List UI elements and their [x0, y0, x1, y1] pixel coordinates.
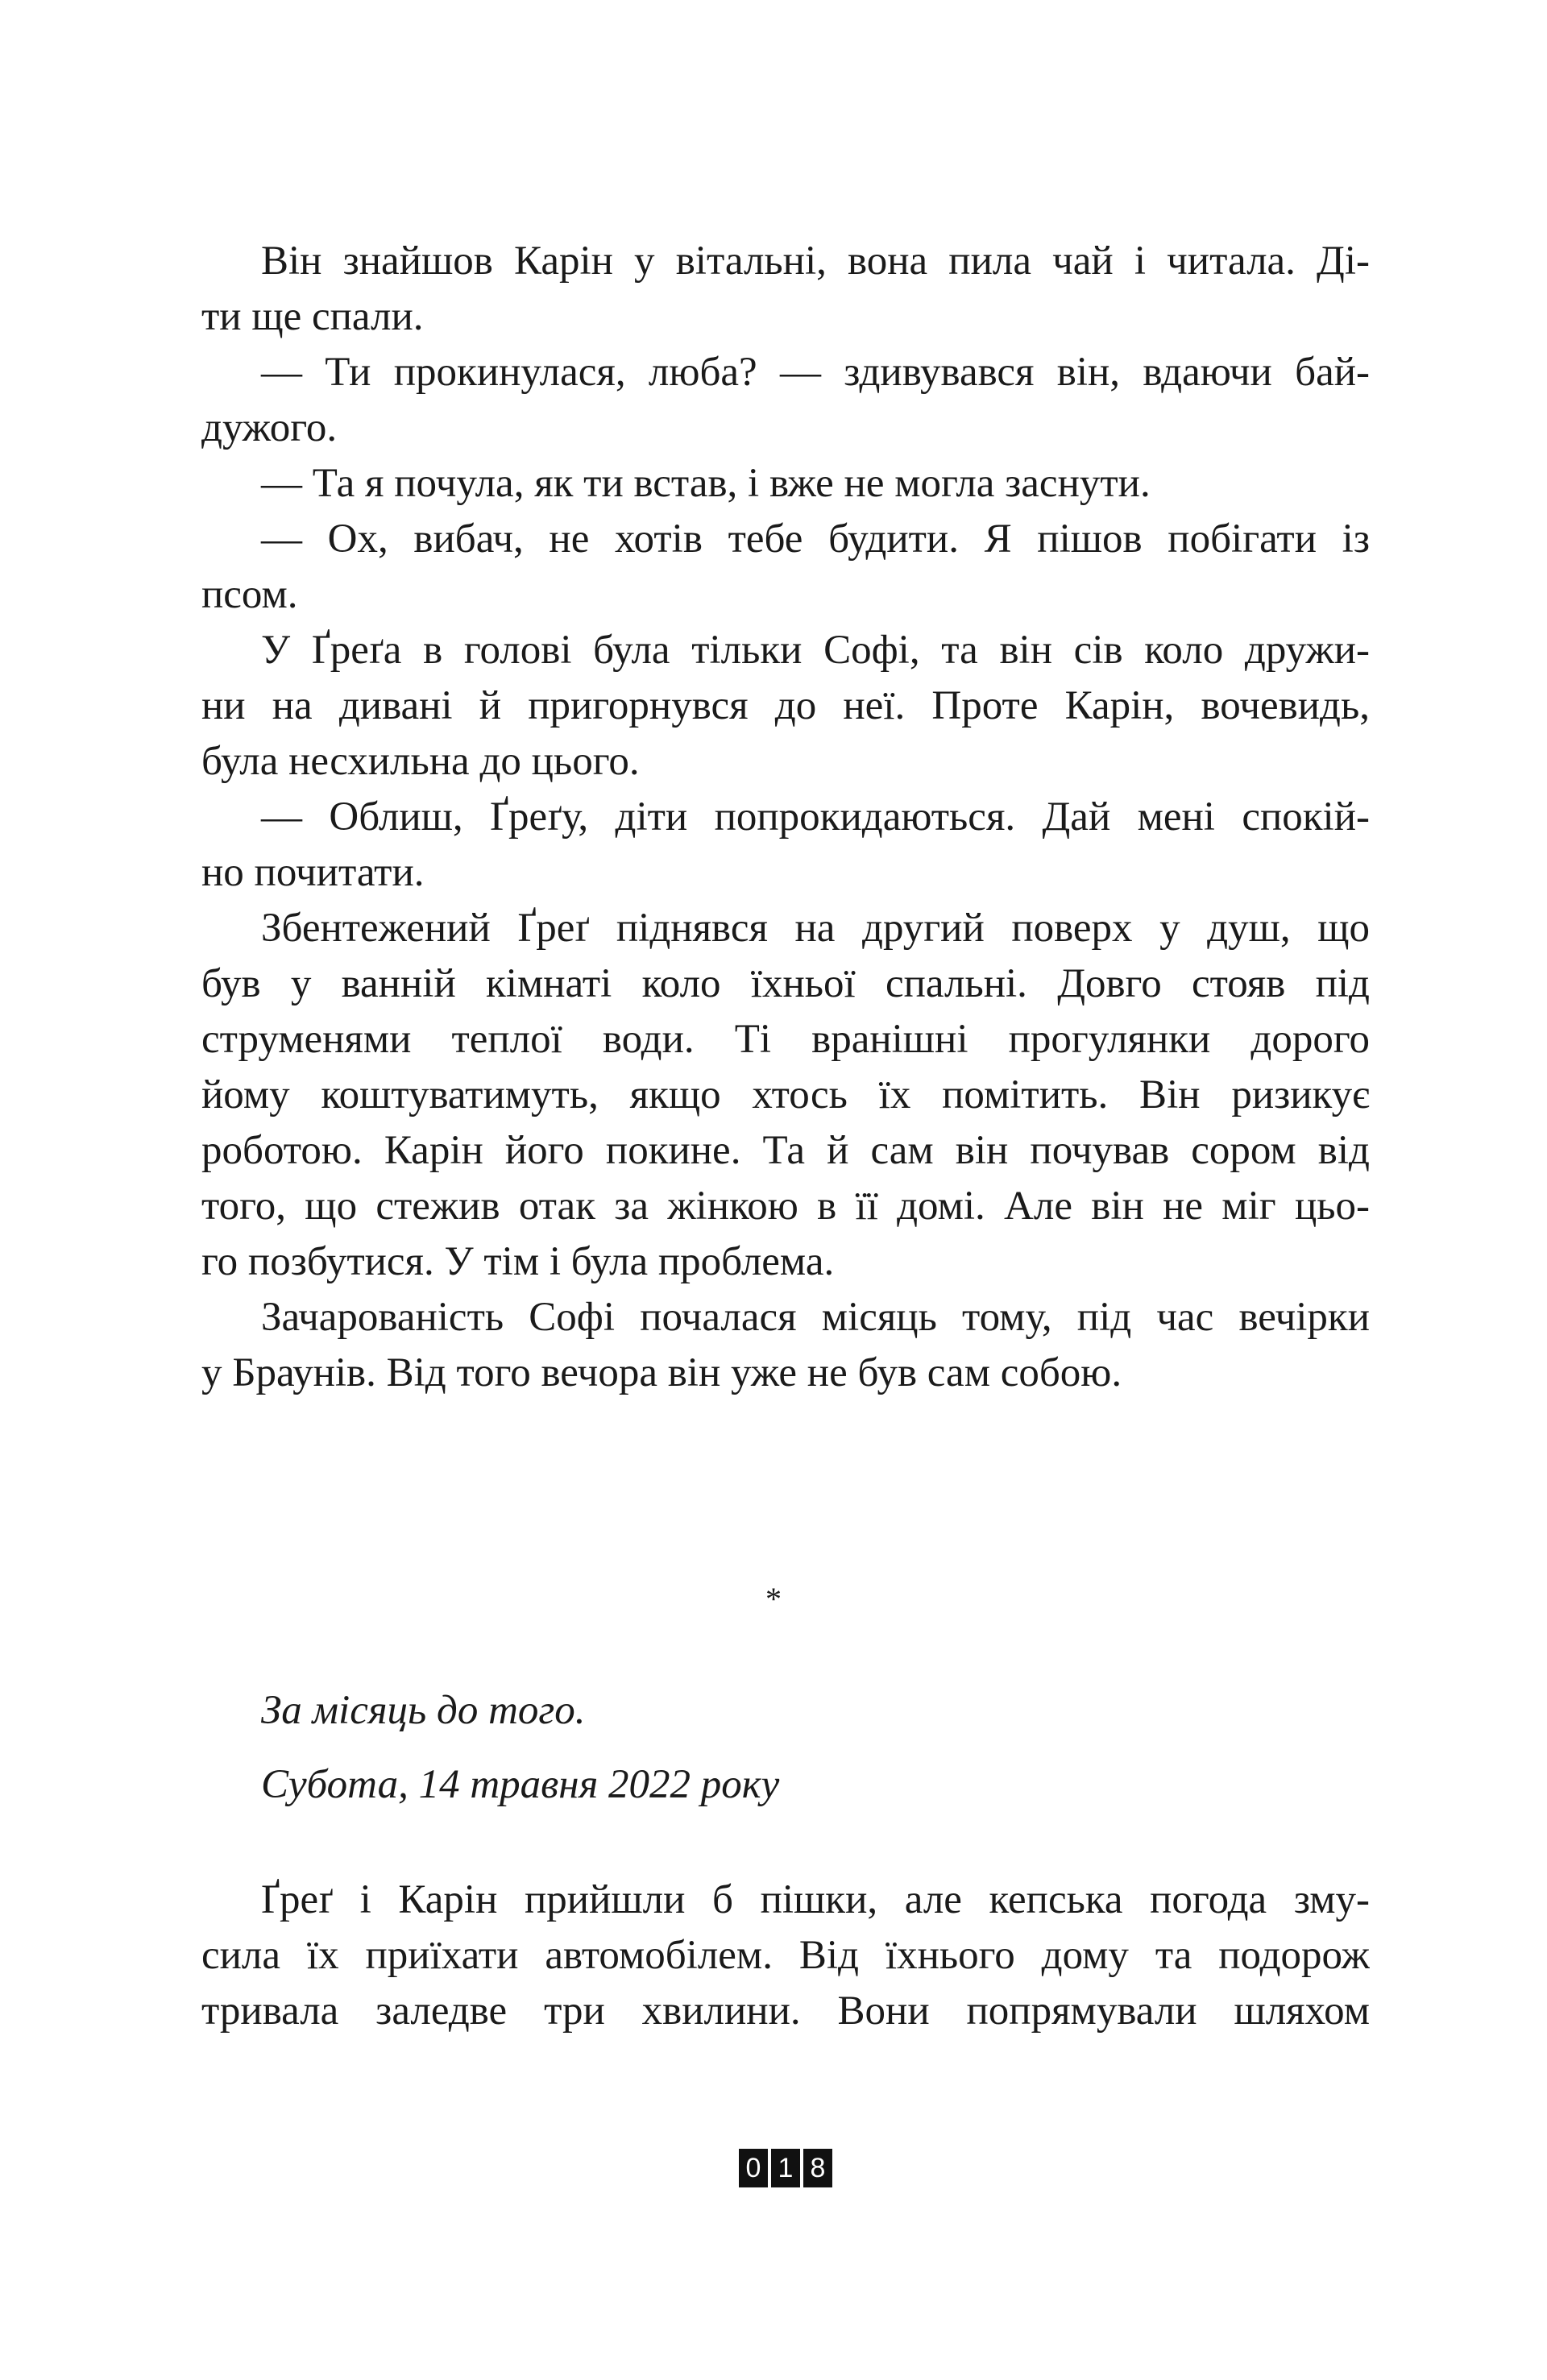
text-line: — Та я почула, як ти встав, і вже не могла заснути.	[261, 461, 1151, 506]
dateline	[261, 1682, 779, 1831]
text-line: сила їх приїхати автомобілем. Від їхнього дому та подорож	[201, 1933, 1370, 1978]
text-line: Зачарованість Софі почалася місяць тому, під час вечірки	[261, 1295, 1370, 1340]
text-line: ни на дивані й пригорнувся до неї. Проте Карін, вочевидь,	[201, 683, 1370, 728]
dateline-line: Субота, 14 травня 2022 року	[261, 1762, 780, 1807]
page-number-digit: 1	[771, 2149, 800, 2187]
text-line: у Браунів. Від того вечора він уже не був сам собою.	[201, 1350, 1122, 1395]
text-line: дужого.	[201, 405, 338, 450]
text-line: була несхильна до цього.	[201, 739, 640, 784]
text-line: У Ґреґа в голові була тільки Софі, та він сів коло дружи-	[261, 628, 1370, 673]
text-line: псом.	[201, 572, 298, 617]
page-number	[739, 2149, 832, 2187]
text-line: — Облиш, Ґреґу, діти попрокидаються. Дай мені спокій-	[261, 794, 1370, 840]
text-line: — Ти прокинулася, люба? — здивувався він, вдаючи бай-	[261, 350, 1370, 395]
body-text-section-1	[201, 234, 1370, 1401]
text-line: — Ох, вибач, не хотів тебе будити. Я пішов побігати із	[261, 516, 1370, 562]
text-line: но почитати.	[201, 850, 425, 895]
text-line: Збентежений Ґреґ піднявся на другий поверх у душ, що	[261, 906, 1370, 951]
page-number-digit: 0	[739, 2149, 768, 2187]
dateline-line: За місяць до того.	[261, 1688, 586, 1733]
text-line: Він знайшов Карін у вітальні, вона пила чай і читала. Ді-	[261, 238, 1370, 284]
text-line: го позбутися. У тім і була проблема.	[201, 1239, 835, 1284]
section-separator: *	[765, 1581, 782, 1617]
text-line: тривала заледве три хвилини. Вони попрямували шляхом	[201, 1988, 1370, 2034]
body-text-section-2	[201, 1872, 1370, 2039]
text-line: того, що стежив отак за жінкою в її домі. Але він не міг цьо-	[201, 1184, 1370, 1229]
page-number-digit: 8	[803, 2149, 832, 2187]
text-line: Ґреґ і Карін прийшли б пішки, але кепська погода зму-	[261, 1877, 1370, 1922]
text-line: йому коштуватимуть, якщо хтось їх помітить. Він ризикує	[201, 1072, 1370, 1117]
text-line: ти ще спали.	[201, 294, 424, 339]
text-line: був у ванній кімнаті коло їхньої спальні. Довго стояв під	[201, 961, 1370, 1006]
text-line: роботою. Карін його покине. Та й сам він почував сором від	[201, 1128, 1370, 1173]
text-line: струменями теплої води. Ті вранішні прогулянки дорого	[201, 1017, 1370, 1062]
